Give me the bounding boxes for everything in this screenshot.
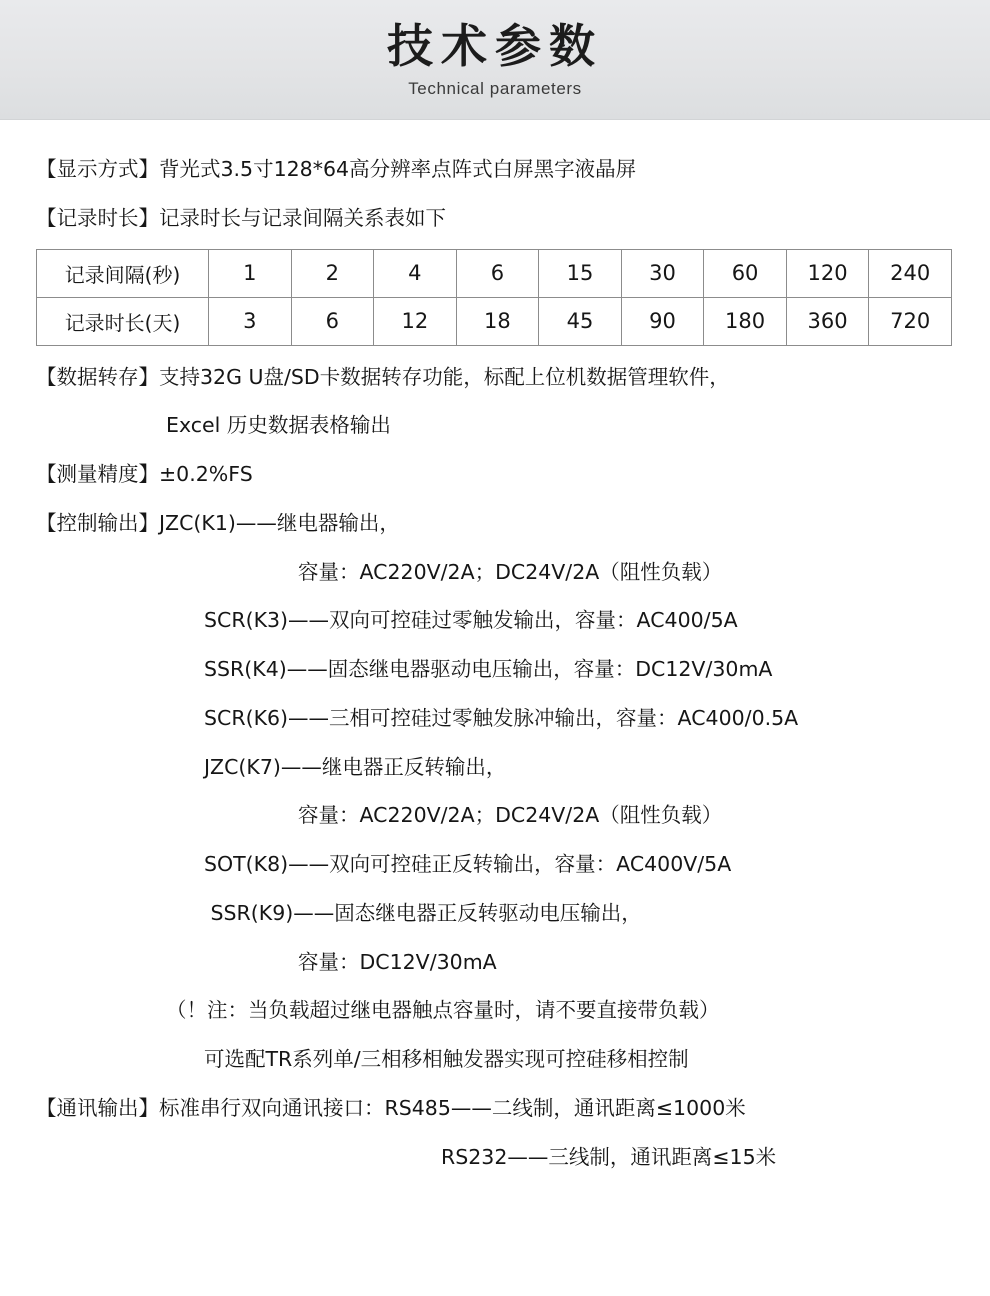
spec-content [0,120,990,1221]
spec-data-transfer-line-2: Excel 历史数据表格输出 [166,413,391,438]
table-cell-interval: 1 [209,249,292,297]
table-row [37,297,952,345]
table-cell-duration: 360 [786,297,869,345]
spec-data-transfer-line-1: 【数据转存】支持32G U盘/SD卡数据转存功能，标配上位机数据管理软件， [36,364,730,389]
spec-display-mode: 【显示方式】背光式3.5寸128*64高分辨率点阵式白屏黑字液晶屏 [36,157,637,181]
spec-control-output-k7-capacity: 容量：AC220V/2A；DC24V/2A（阻性负载） [298,803,723,828]
table-row [37,249,952,297]
table-cell-interval: 6 [456,249,539,297]
spec-control-output-option: 可选配TR系列单/三相移相触发器实现可控硅移相控制 [204,1047,689,1072]
table-cell-interval: 2 [291,249,374,297]
spec-control-output-k9: SSR(K9)——固态继电器正反转驱动电压输出， [204,900,642,925]
table-cell-duration: 12 [374,297,457,345]
table-cell-interval: 4 [374,249,457,297]
spec-control-output-note: （！注：当负载超过继电器触点容量时，请不要直接带负载） [166,998,720,1023]
spec-control-output-k9-capacity: 容量：DC12V/30mA [298,949,497,974]
table-cell-duration: 90 [621,297,704,345]
table-row-header-duration: 记录时长(天) [37,297,209,345]
table-cell-interval: 240 [869,249,952,297]
record-interval-table [36,249,952,346]
spec-control-output-k7: JZC(K7)——继电器正反转输出， [204,754,507,779]
spec-control-output-k8: SOT(K8)——双向可控硅正反转输出，容量：AC400V/5A [204,852,732,877]
table-cell-interval: 30 [621,249,704,297]
spec-control-output-k1-capacity: 容量：AC220V/2A；DC24V/2A（阻性负载） [298,559,723,584]
table-cell-interval: 120 [786,249,869,297]
table-cell-duration: 720 [869,297,952,345]
table-cell-interval: 60 [704,249,787,297]
table-cell-duration: 18 [456,297,539,345]
table-cell-duration: 180 [704,297,787,345]
spec-control-output-k4: SSR(K4)——固态继电器驱动电压输出，容量：DC12V/30mA [204,657,773,682]
page-subtitle: Technical parameters [408,78,582,98]
spec-control-output-head: 【控制输出】JZC(K1)——继电器输出， [36,510,400,535]
spec-control-output-k6: SCR(K6)——三相可控硅过零触发脉冲输出，容量：AC400/0.5A [204,705,799,730]
spec-comm-output-line-1: 【通讯输出】标准串行双向通讯接口：RS485——二线制，通讯距离≤1000米 [36,1096,746,1121]
table-cell-duration: 6 [291,297,374,345]
page-banner [0,0,990,120]
table-row-header-interval: 记录间隔(秒) [37,249,209,297]
spec-comm-output-line-2: RS232——三线制，通讯距离≤15米 [441,1144,777,1169]
table-cell-duration: 45 [539,297,622,345]
table-cell-interval: 15 [539,249,622,297]
table-cell-duration: 3 [209,297,292,345]
spec-control-output-k3: SCR(K3)——双向可控硅过零触发输出，容量：AC400/5A [204,608,738,633]
page-title: 技术参数 [387,19,603,74]
spec-accuracy: 【测量精度】±0.2%FS [36,462,253,487]
spec-record-duration: 【记录时长】记录时长与记录间隔关系表如下 [36,205,446,230]
